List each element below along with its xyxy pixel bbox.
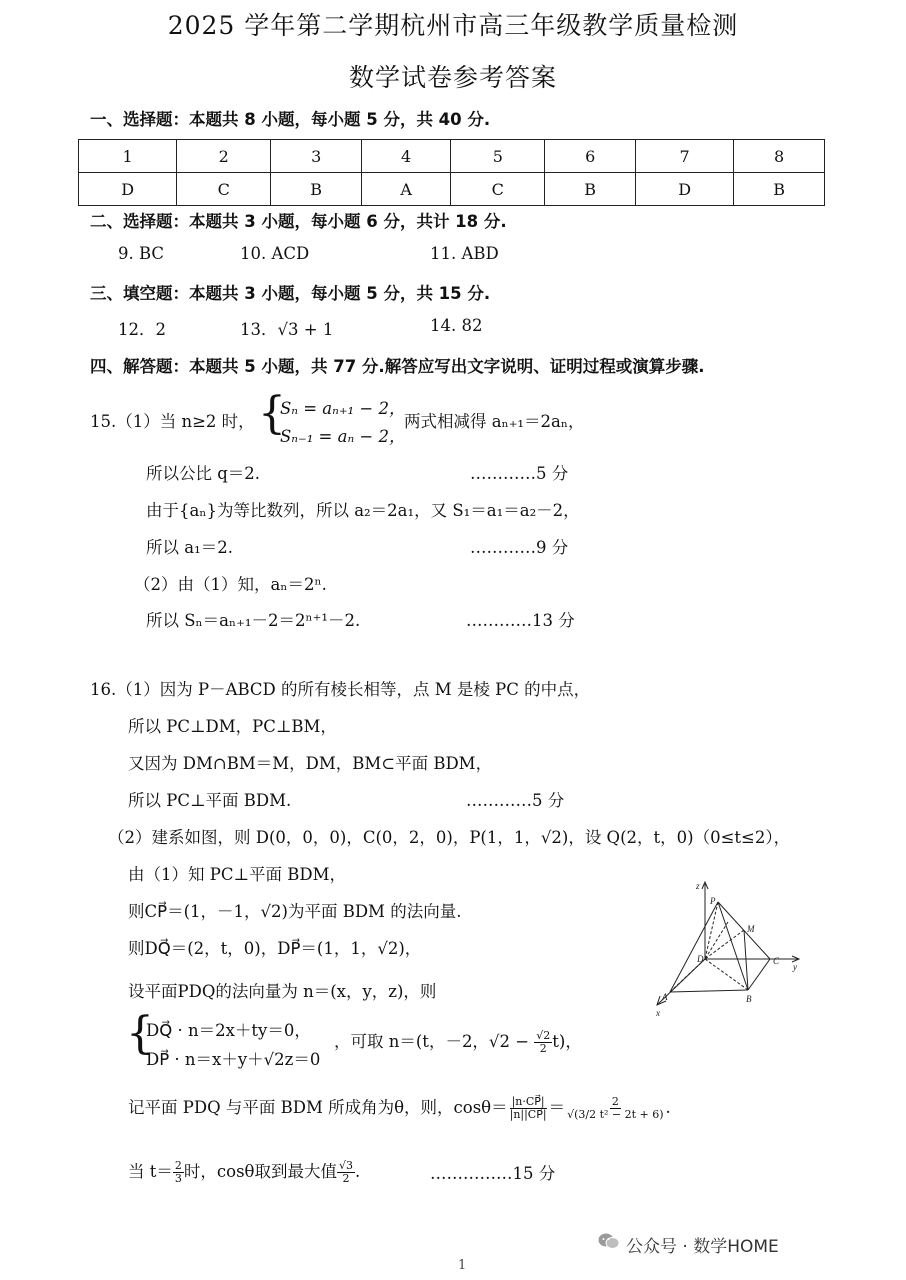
q16-line1: 16.（1）因为 P－ABCD 的所有棱长相等，点 M 是棱 PC 的中点， — [90, 680, 591, 699]
fraction-denominator: √(3/2 t² − 2t + 6) — [567, 1108, 664, 1121]
q16-line11 — [128, 1158, 360, 1185]
q15-after: 两式相减得 aₙ₊₁＝2aₙ， — [404, 412, 585, 431]
watermark-text: 公众号 · 数学HOME — [626, 1237, 779, 1257]
q16-sys-after: ，可取 n＝(t，－2，√2 − — [334, 1032, 535, 1051]
fraction-numerator: 2 — [611, 1095, 619, 1108]
q16-score2: ……………15 分 — [430, 1164, 556, 1183]
answer-9: 9. BC — [118, 244, 165, 263]
q16-l11-end: . — [354, 1162, 361, 1181]
q15-score3: …………13 分 — [466, 611, 575, 630]
q16-sys-conclusion — [334, 1028, 582, 1055]
pyramid-figure — [648, 874, 808, 1019]
q16-l11-mid: 时，cosθ取到最大值 — [183, 1162, 337, 1181]
fraction-numerator: √2 — [536, 1029, 551, 1042]
answer-14: 14. 82 — [430, 316, 483, 335]
fraction — [534, 1030, 552, 1055]
q16-sys2: DP⃗ · n＝x＋y＋√2z＝0 — [146, 1050, 321, 1069]
table-row-numbers — [79, 140, 825, 173]
q16-line7: 则CP⃗＝(1，－1，√2)为平面 BDM 的法向量. — [128, 902, 462, 921]
fraction — [508, 1096, 549, 1121]
table-cell: 5 — [451, 140, 545, 173]
label-b: B — [746, 994, 752, 1004]
left-brace: { — [258, 388, 286, 439]
q16-l10-end: . — [665, 1098, 671, 1117]
table-cell: 8 — [734, 140, 825, 173]
fraction-numerator: 2 — [174, 1159, 182, 1172]
fraction-denominator: |n||CP⃗| — [509, 1108, 547, 1121]
table-cell: B — [545, 173, 636, 206]
page-subtitle: 数学试卷参考答案 — [348, 63, 557, 92]
q15-line4: （2）由（1）知，aₙ＝2ⁿ. — [134, 575, 327, 594]
label-d: D — [697, 954, 704, 964]
label-c: C — [773, 956, 780, 966]
q16-line3: 又因为 DM∩BM＝M，DM，BM⊂平面 BDM， — [128, 754, 493, 773]
wechat-icon — [598, 1232, 620, 1250]
q16-sys1: DQ⃗ · n＝2x＋ty＝0， — [146, 1021, 311, 1040]
table-row-answers — [79, 173, 825, 206]
q16-l10-eq: ＝ — [548, 1098, 566, 1117]
fraction-denominator: 2 — [342, 1172, 350, 1185]
table-cell: 2 — [177, 140, 271, 173]
table-cell: 4 — [362, 140, 451, 173]
label-z: z — [696, 881, 700, 891]
label-y: y — [793, 962, 797, 972]
q15-score1: …………5 分 — [470, 464, 569, 483]
q15-eq2: Sₙ₋₁ = aₙ − 2， — [280, 427, 406, 446]
q16-line9: 设平面PDQ的法向量为 n＝(x，y，z)，则 — [128, 982, 437, 1001]
table-cell: C — [177, 173, 271, 206]
fraction-numerator: |n·CP⃗| — [511, 1095, 545, 1108]
section4-heading: 四、解答题：本题共 5 小题，共 77 分.解答应写出文字说明、证明过程或演算步骤. — [90, 357, 705, 376]
fraction — [337, 1160, 355, 1185]
q16-score1: …………5 分 — [466, 791, 565, 810]
segment-dm — [705, 930, 744, 959]
segment-db — [705, 959, 748, 990]
table-cell: 3 — [271, 140, 362, 173]
section2-heading: 二、选择题：本题共 3 小题，每小题 6 分，共计 18 分. — [90, 212, 507, 231]
label-x: x — [656, 1008, 660, 1018]
table-cell: B — [271, 173, 362, 206]
q15-score2: …………9 分 — [470, 538, 569, 557]
table-cell: 6 — [545, 140, 636, 173]
fraction — [565, 1096, 665, 1121]
answer-10: 10. ACD — [240, 244, 310, 263]
q16-sys-end: t)， — [552, 1032, 582, 1051]
q15-intro: 15.（1）当 n≥2 时， — [90, 412, 255, 431]
edge-pa — [670, 902, 718, 992]
q15-eq1: Sₙ = aₙ₊₁ − 2， — [280, 399, 406, 418]
section3-heading: 三、填空题：本题共 3 小题，每小题 5 分，共 15 分. — [90, 284, 491, 303]
left-brace: { — [126, 1008, 154, 1059]
table-cell: D — [79, 173, 177, 206]
answer-12: 12．2 — [118, 320, 166, 339]
page-title: 2025 学年第二学期杭州市高三年级教学质量检测 — [167, 11, 739, 40]
q16-line5: （2）建系如图，则 D(0，0，0)，C(0，2，0)，P(1，1，√2)，设 Q(2，t，0)（0≤t≤2）， — [108, 828, 791, 847]
q16-line8: 则DQ⃗＝(2，t，0)，DP⃗＝(1，1，√2)， — [128, 939, 422, 958]
fraction-denominator: 3 — [174, 1172, 182, 1185]
answer-11: 11. ABD — [430, 244, 499, 263]
answer-table — [78, 139, 825, 206]
fraction — [173, 1160, 184, 1185]
q15-line2: 由于{aₙ}为等比数列，所以 a₂＝2a₁，又 S₁＝a₁＝a₂－2， — [146, 501, 580, 520]
edge-bc — [748, 959, 770, 990]
table-cell: 1 — [79, 140, 177, 173]
q16-l11-text: 当 t＝ — [128, 1162, 173, 1181]
q16-line10 — [128, 1094, 671, 1121]
page-number: 1 — [458, 1258, 467, 1273]
edge-pd — [705, 902, 718, 959]
q15-line5: 所以 Sₙ＝aₙ₊₁－2＝2ⁿ⁺¹－2. — [146, 611, 361, 630]
label-p: P — [710, 896, 716, 906]
table-cell: D — [636, 173, 734, 206]
edge-ab — [670, 990, 748, 992]
table-cell: B — [734, 173, 825, 206]
q16-line6: 由（1）知 PC⊥平面 BDM， — [128, 865, 346, 884]
label-a: A — [662, 992, 668, 1002]
section1-heading: 一、选择题：本题共 8 小题，每小题 5 分，共 40 分. — [90, 110, 491, 129]
fraction-denominator: 2 — [539, 1042, 547, 1055]
q16-l10-text: 记平面 PDQ 与平面 BDM 所成角为θ，则，cosθ＝ — [128, 1098, 508, 1117]
table-cell: 7 — [636, 140, 734, 173]
q15-line3: 所以 a₁＝2. — [146, 538, 233, 557]
fraction-numerator: √3 — [338, 1159, 353, 1172]
table-cell: A — [362, 173, 451, 206]
q16-line2: 所以 PC⊥DM，PC⊥BM， — [128, 717, 337, 736]
q15-line1: 所以公比 q＝2. — [146, 464, 261, 483]
label-m: M — [747, 924, 755, 934]
q16-line4: 所以 PC⊥平面 BDM. — [128, 791, 292, 810]
table-cell: C — [451, 173, 545, 206]
answer-13: 13．√3 + 1 — [240, 320, 334, 339]
segment-dashed — [705, 922, 728, 959]
